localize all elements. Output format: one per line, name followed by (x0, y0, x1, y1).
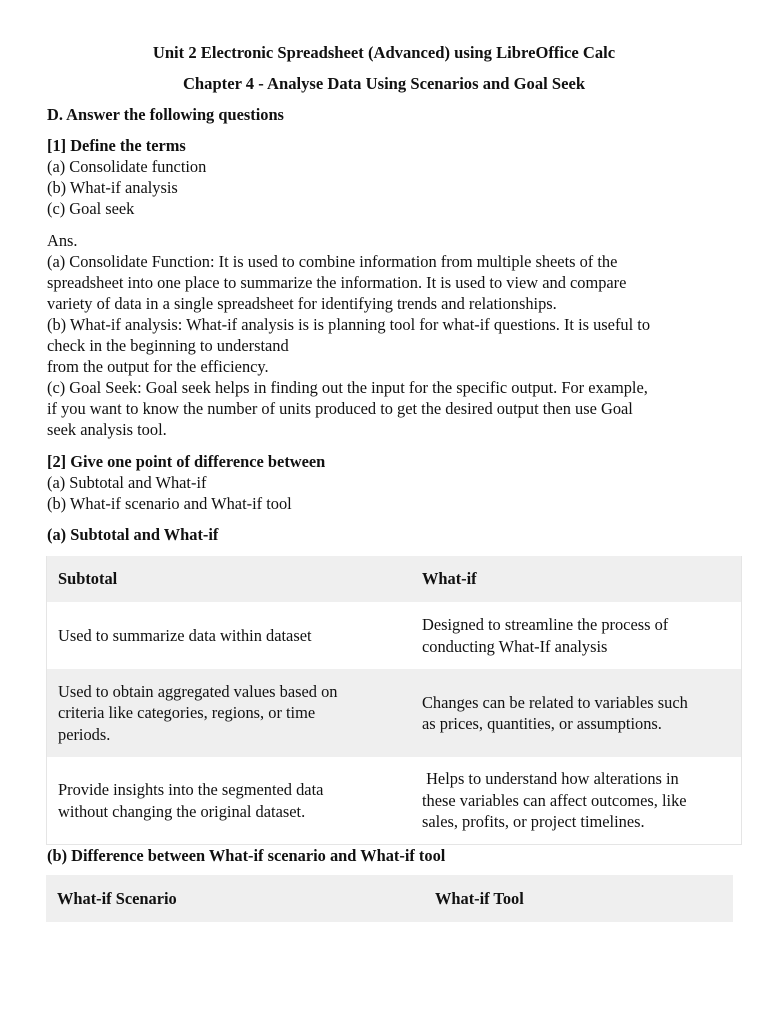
column-header-subtotal: Subtotal (47, 556, 412, 602)
column-header-whatif-scenario: What-if Scenario (46, 875, 424, 922)
cell-line: Changes can be related to variables such (422, 692, 688, 712)
cell-line: without changing the original dataset. (58, 801, 306, 821)
answer-line: spreadsheet into one place to summarize the information. It is used to view and compare (47, 273, 627, 292)
cell-line: sales, profits, or project timelines. (422, 812, 645, 832)
part-b-heading: (b) Difference between What-if scenario and What-if tool (47, 846, 446, 865)
table-cell (411, 757, 742, 845)
table-cell (47, 757, 412, 845)
question-1-item: (c) Goal seek (47, 199, 135, 218)
unit-title: Unit 2 Electronic Spreadsheet (Advanced) using LibreOffice Calc (152, 43, 616, 62)
table-row (47, 669, 742, 757)
question-2-heading: [2] Give one point of difference between (47, 452, 326, 471)
cell-line: these variables can affect outcomes, like (422, 790, 687, 810)
question-2-item: (b) What-if scenario and What-if tool (47, 494, 292, 513)
question-2-item: (a) Subtotal and What-if (47, 473, 207, 492)
cell-line: as prices, quantities, or assumptions. (422, 714, 662, 733)
question-1-item: (b) What-if analysis (47, 178, 178, 197)
table-row (47, 602, 742, 669)
answer-1 (47, 230, 727, 440)
answer-line: check in the beginning to understand (47, 336, 289, 355)
question-1 (47, 135, 727, 219)
cell-line: Provide insights into the segmented data (58, 780, 324, 799)
table-row (47, 757, 742, 845)
scenario-tool-table (46, 875, 733, 922)
cell-line: periods. (58, 724, 111, 744)
chapter-title: Chapter 4 - Analyse Data Using Scenarios and Goal Seek (182, 74, 586, 93)
table-cell (411, 602, 742, 669)
table-header-row (47, 556, 742, 602)
answer-line: (b) What-if analysis: What-if analysis is is planning tool for what-if questions. It is useful to (47, 315, 651, 334)
cell-line: criteria like categories, regions, or time (58, 703, 316, 723)
answer-label: Ans. (47, 231, 78, 250)
table-cell (47, 669, 412, 757)
table-cell (47, 602, 412, 669)
answer-line: if you want to know the number of units produced to get the desired output then use Goal (47, 399, 633, 418)
answer-line: seek analysis tool. (47, 420, 167, 439)
table-header-row (46, 875, 733, 922)
column-header-whatif-tool: What-if Tool (424, 875, 733, 922)
cell-line: conducting What-If analysis (422, 636, 608, 656)
table-cell (411, 669, 742, 757)
answer-line: variety of data in a single spreadsheet for identifying trends and relationships. (47, 294, 557, 313)
section-heading: D. Answer the following questions (47, 105, 284, 124)
part-a-heading: (a) Subtotal and What-if (47, 525, 219, 544)
cell-line: Designed to streamline the process of (422, 615, 669, 634)
cell-line: Helps to understand how alterations in (422, 769, 679, 789)
answer-line: from the output for the efficiency. (47, 357, 269, 376)
answer-line: (a) Consolidate Function: It is used to combine information from multiple sheets of the (47, 252, 618, 271)
column-header-whatif: What-if (411, 556, 742, 602)
answer-line: (c) Goal Seek: Goal seek helps in finding out the input for the specific output. For example, (47, 378, 648, 397)
cell-line: Used to obtain aggregated values based on (58, 681, 338, 701)
question-2 (47, 451, 727, 514)
subtotal-whatif-table (46, 556, 742, 845)
cell-line: Used to summarize data within dataset (58, 625, 312, 645)
question-1-heading: [1] Define the terms (47, 136, 186, 155)
question-1-item: (a) Consolidate function (47, 157, 207, 176)
